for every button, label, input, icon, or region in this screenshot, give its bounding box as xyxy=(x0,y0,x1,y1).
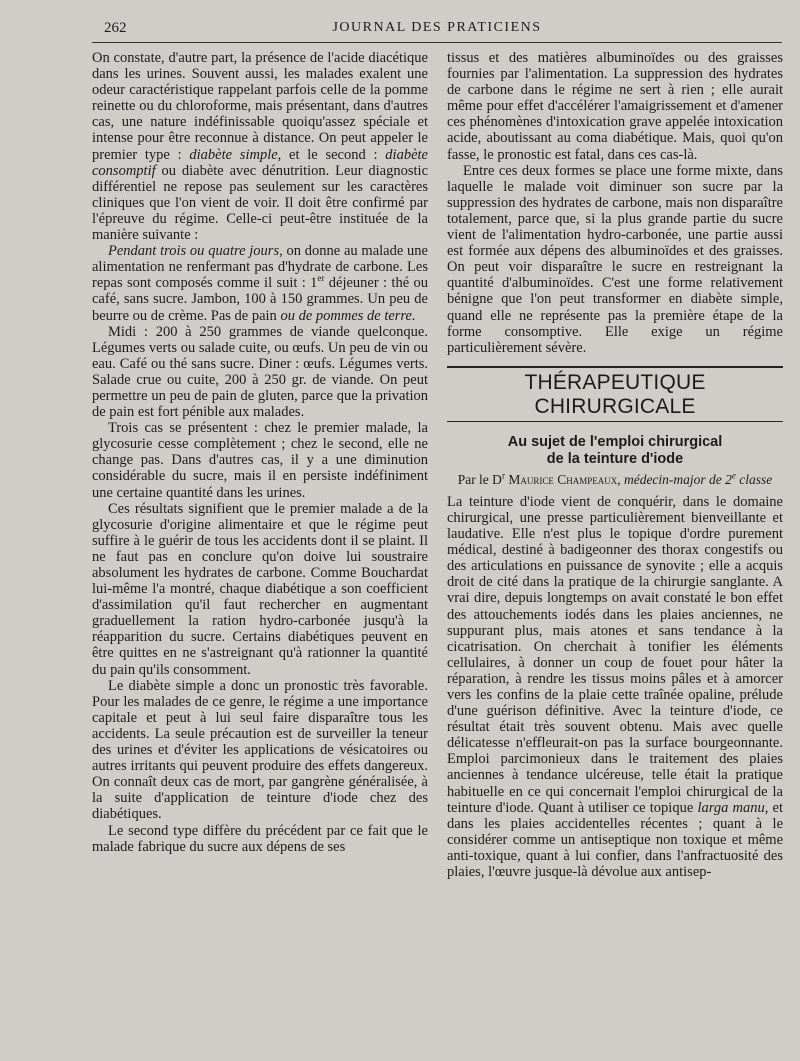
paragraph: Le second type diffère du précédent par ce fait que le malade fabrique du sucre aux dépens de ses xyxy=(92,822,428,855)
page-header xyxy=(92,20,782,43)
author-name: Maurice Champeaux xyxy=(508,471,618,487)
paragraph: On constate, d'autre part, la présence de l'acide diacétique dans les urines. Souvent aussi, les malades exalent une odeur caractéristique rappelant parfois celle de la pomme reinette ou du chloroforme, mais présentant, dans d'autres cas, une nature indéfinissable quoiqu'assez spéciale et intense pour être reconnue à distance. On peut appeler le premier type : diabète simple, et le second : diabète consomptif ou diabète avec dénutrition. Leur diagnostic différentiel ne repose pas seulement sur les caractères cliniques que l'on vient de voir. Il doit être confirmé par l'épreuve du régime. Celle-ci peut-être instituée de la manière suivante : xyxy=(92,50,428,244)
paragraph: Entre ces deux formes se place une forme mixte, dans laquelle le malade voit diminuer son sucre par la suppression des hydrates de carbone, mais non disparaître totalement, parce que, si la plus grande partie du sucre vient de l'alimentation hydro-carbonée, une partie aussi est formée aux dépens des albuminoïdes et des graisses. On peut voir disparaître le sucre en restreignant la quantité d'albuminoïdes. C'est une forme relativement bénigne que l'on peut transformer en diabète simple, quand elle ne représente pas la première étape de la forme consomptive. Elle exige un régime particulièrement sévère. xyxy=(447,162,783,356)
page-number: 262 xyxy=(104,20,127,36)
paragraph: Pendant trois ou quatre jours, on donne au malade une alimentation ne renfermant pas d'hydrate de carbone. Les repas sont composés comme il suit : 1er déjeuner : thé ou café, sans sucre. Jambon, 100 à 150 grammes. Un peu de beurre ou de crème. Pas de pain ou de pommes de terre. xyxy=(92,243,428,324)
section-title: THÉRAPEUTIQUE CHIRURGICALE xyxy=(447,366,783,422)
left-column xyxy=(92,50,428,855)
paragraph: Ces résultats signifient que le premier malade a de la glycosurie d'origine alimentaire et que le régime peut suffire à le guérir de tous les accidents dont il se plaint. Il ne faut pas en conclure qu'on doive lui soustraire absolument les hydrates de carbone. Comme Bouchardat lui-même l'a montré, chaque diabétique a son coefficient d'assimilation qu'il faut rechercher en augmentant graduellement la ration hydro-carbonée jusqu'à la réapparition du sucre. Certains diabétiques peuvent en être quittes en ne s'astreignant qu'à rationner la quantité du pain qu'ils consomment. xyxy=(92,500,428,678)
paragraph: Le diabète simple a donc un pronostic très favorable. Pour les malades de ce genre, le régime a une importance capitale et peut à lui seul faire disparaître tous les accidents. La seule précaution est de surveiller la teneur des urines et d'éviter les applications de vésicatoires ou autres irritants qui peuvent produire des effets dangereux. On connaît deux cas de mort, par gangrène généralisée, à la suite d'application de teinture d'iode chez des diabétiques. xyxy=(92,677,428,823)
paragraph: Trois cas se présentent : chez le premier malade, la glycosurie cesse complètement ; chez le second, elle ne change pas. Dans d'autres cas, il y a une diminution considérable du sucre, mais il en persiste indéfiniment une certaine quantité dans les urines. xyxy=(92,420,428,501)
paragraph: La teinture d'iode vient de conquérir, dans le domaine chirurgical, une presse particulièrement bienveillante et laudative. Elle n'est plus le topique d'ordre purement médical, destiné à badigeonner des thorax congestifs ou des articulations en puissance de synovite ; elle a acquis droit de cité dans la pratique de la chirurgie sanglante. A vrai dire, depuis longtemps on avait constaté le bon effet des attouchements iodés dans les plaies anciennes, ne suppurant plus, mais atones et sans tendance à la cicatrisation. On cherchait à tonifier les éléments cellulaires, à donner un coup de fouet pour hâter la réparation, à rendre les tissus moins pâles et à amorcer vers les confins de la plaie cette traînée opaline, prélude d'une guérison définitive. Avec la teinture d'iode, ce résultat était très souvent obtenu. Mais avec quelle délicatesse n'effleurait-on pas la surface bourgeonnante. Emploi parcimonieux dans le traitement des plaies anciennes à tendance ulcéreuse, telle était la pratique habituelle en ce qui concernait l'emploi chirurgical de la teinture d'iode. Quant à utiliser ce topique larga manu, et dans les plaies accidentelles récentes ; quant à le considérer comme un antiseptique non toxique et même anti-toxique, quant à lui confier, dans l'anfractuosité des plaies, l'œuvre jusque-là dévolue aux antisep- xyxy=(447,493,783,881)
article-title: Au sujet de l'emploi chirurgical de la teinture d'iode xyxy=(507,433,723,467)
right-column xyxy=(447,50,783,880)
journal-title: JOURNAL DES PRATICIENS xyxy=(332,20,542,35)
paragraph: tissus et des matières albuminoïdes ou des graisses fournies par l'alimentation. La suppression des hydrates de carbone dans le régime ne sert à rien ; elle aurait même pour effet d'accélérer l'amaigrissement et d'amener ces phénomènes d'intoxication grave appelée intoxication acide, aboutissant au coma diabétique. Mais, quoi qu'on fasse, le pronostic est fatal, dans ces cas-là. xyxy=(447,50,783,163)
byline: Par le $D^r$ Maurice Champeaux, médecin-major de 2e classe xyxy=(457,470,773,487)
paragraph: Midi : 200 à 250 grammes de viande quelconque. Légumes verts ou salade cuite, ou œufs. Un peu de vin ou eau. Café ou thé sans sucre. Diner : œufs. Légumes verts. Salade crue ou cuite, 200 à 250 gr. de viande. On peut permettre un peu de pain de gluten, parce que la privation de pain est fort pénible aux malades. xyxy=(92,323,428,421)
